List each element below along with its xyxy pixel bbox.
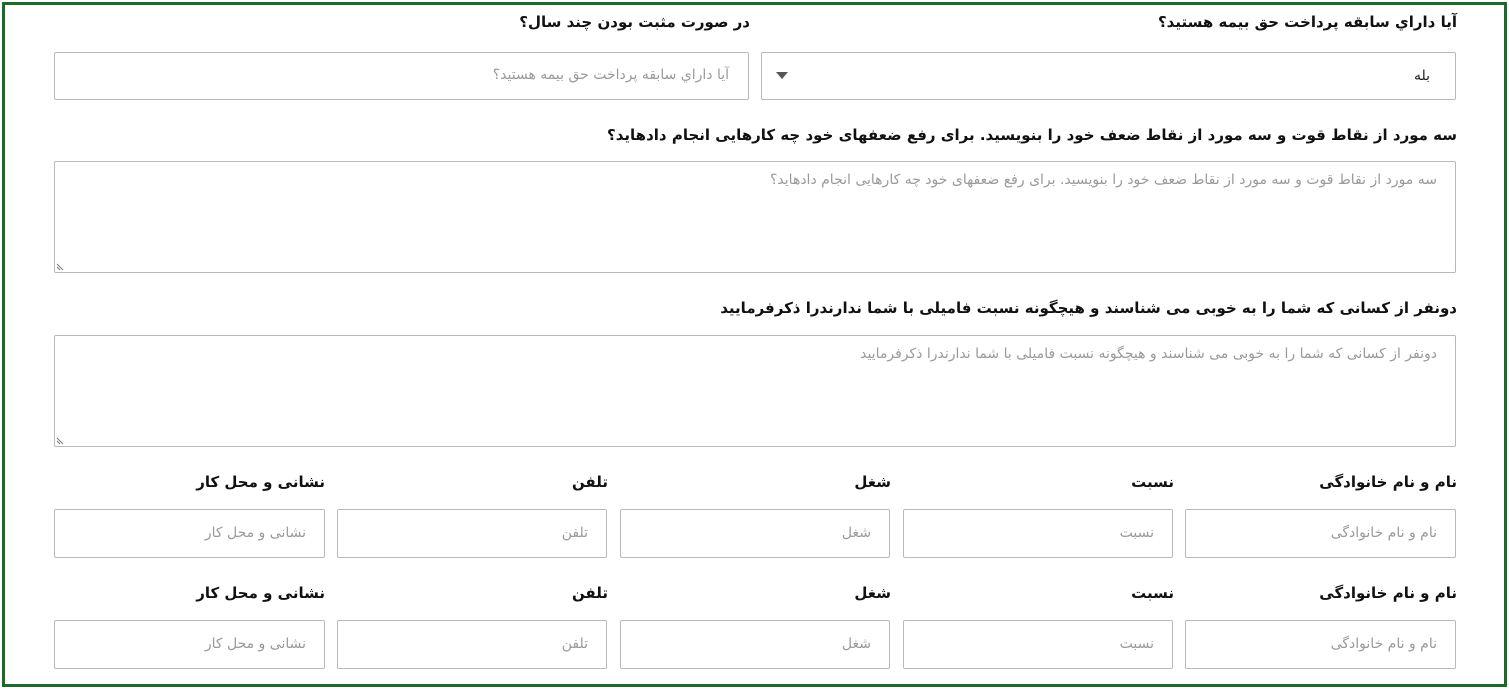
ref2-phone-label: تلفن [571, 584, 608, 602]
references-textarea[interactable] [54, 335, 1456, 447]
references-placeholder: دونفر از کسانی که شما را به خوبی می شناسند و هیچگونه نسبت فامیلی با شما ندارندرا ذکرفرمایید [860, 346, 1437, 362]
ref2-phone-placeholder: تلفن [561, 636, 588, 652]
strengths-textarea[interactable] [54, 161, 1456, 273]
ref1-address-input[interactable] [54, 509, 325, 558]
ref1-job-label: شغل [854, 473, 891, 491]
ref1-relation-label: نسبت [1131, 473, 1174, 491]
ref2-address-placeholder: نشانی و محل کار [204, 636, 306, 652]
ref1-name-input[interactable] [1185, 509, 1456, 558]
ref2-relation-label: نسبت [1131, 584, 1174, 602]
chevron-down-icon[interactable] [776, 72, 788, 79]
ref1-name-label: نام و نام خانوادگی [1319, 473, 1457, 491]
ref2-job-label: شغل [854, 584, 891, 602]
ref1-phone-label: تلفن [571, 473, 608, 491]
strengths-placeholder: سه مورد از نقاط قوت و سه مورد از نقاط ضعف خود را بنویسید. برای رفع ضعفهای خود چه کارهایی انجام دادهاید؟ [770, 172, 1437, 188]
insurance-years-input[interactable] [54, 52, 749, 100]
ref2-relation-placeholder: نسبت [1119, 636, 1154, 652]
ref1-job-input[interactable] [620, 509, 890, 558]
ref1-relation-placeholder: نسبت [1119, 525, 1154, 541]
ref1-address-placeholder: نشانی و محل کار [204, 525, 306, 541]
ref2-job-input[interactable] [620, 620, 890, 669]
ref1-address-label: نشانی و محل کار [196, 473, 325, 491]
ref2-name-input[interactable] [1185, 620, 1456, 669]
insurance-history-selected-value: بله [1413, 68, 1430, 84]
references-label: دونفر از کسانی که شما را به خوبی می شناسند و هیچگونه نسبت فامیلی با شما ندارندرا ذکرفرمایید [720, 299, 1457, 317]
strengths-label: سه مورد از نقاط قوت و سه مورد از نقاط ضعف خود را بنویسید. برای رفع ضعفهای خود چه کارهایی انجام دادهاید؟ [607, 126, 1457, 144]
ref2-job-placeholder: شغل [841, 636, 871, 652]
insurance-years-placeholder: آیا داراي سابقه پرداخت حق بیمه هستید؟ [492, 67, 729, 83]
ref1-relation-input[interactable] [903, 509, 1173, 558]
ref2-name-placeholder: نام و نام خانوادگی [1330, 636, 1437, 652]
resize-handle-icon[interactable] [56, 437, 64, 445]
ref2-address-input[interactable] [54, 620, 325, 669]
ref1-phone-input[interactable] [337, 509, 607, 558]
ref1-job-placeholder: شغل [841, 525, 871, 541]
resize-handle-icon[interactable] [56, 263, 64, 271]
ref2-address-label: نشانی و محل کار [196, 584, 325, 602]
insurance-history-select[interactable] [761, 52, 1456, 100]
insurance-question-label: آیا داراي سابقه پرداخت حق بیمه هستید؟ [1157, 13, 1457, 31]
insurance-years-label: در صورت مثبت بودن چند سال؟ [519, 13, 750, 31]
ref1-name-placeholder: نام و نام خانوادگی [1330, 525, 1437, 541]
ref2-name-label: نام و نام خانوادگی [1319, 584, 1457, 602]
ref1-phone-placeholder: تلفن [561, 525, 588, 541]
ref2-relation-input[interactable] [903, 620, 1173, 669]
ref2-phone-input[interactable] [337, 620, 607, 669]
